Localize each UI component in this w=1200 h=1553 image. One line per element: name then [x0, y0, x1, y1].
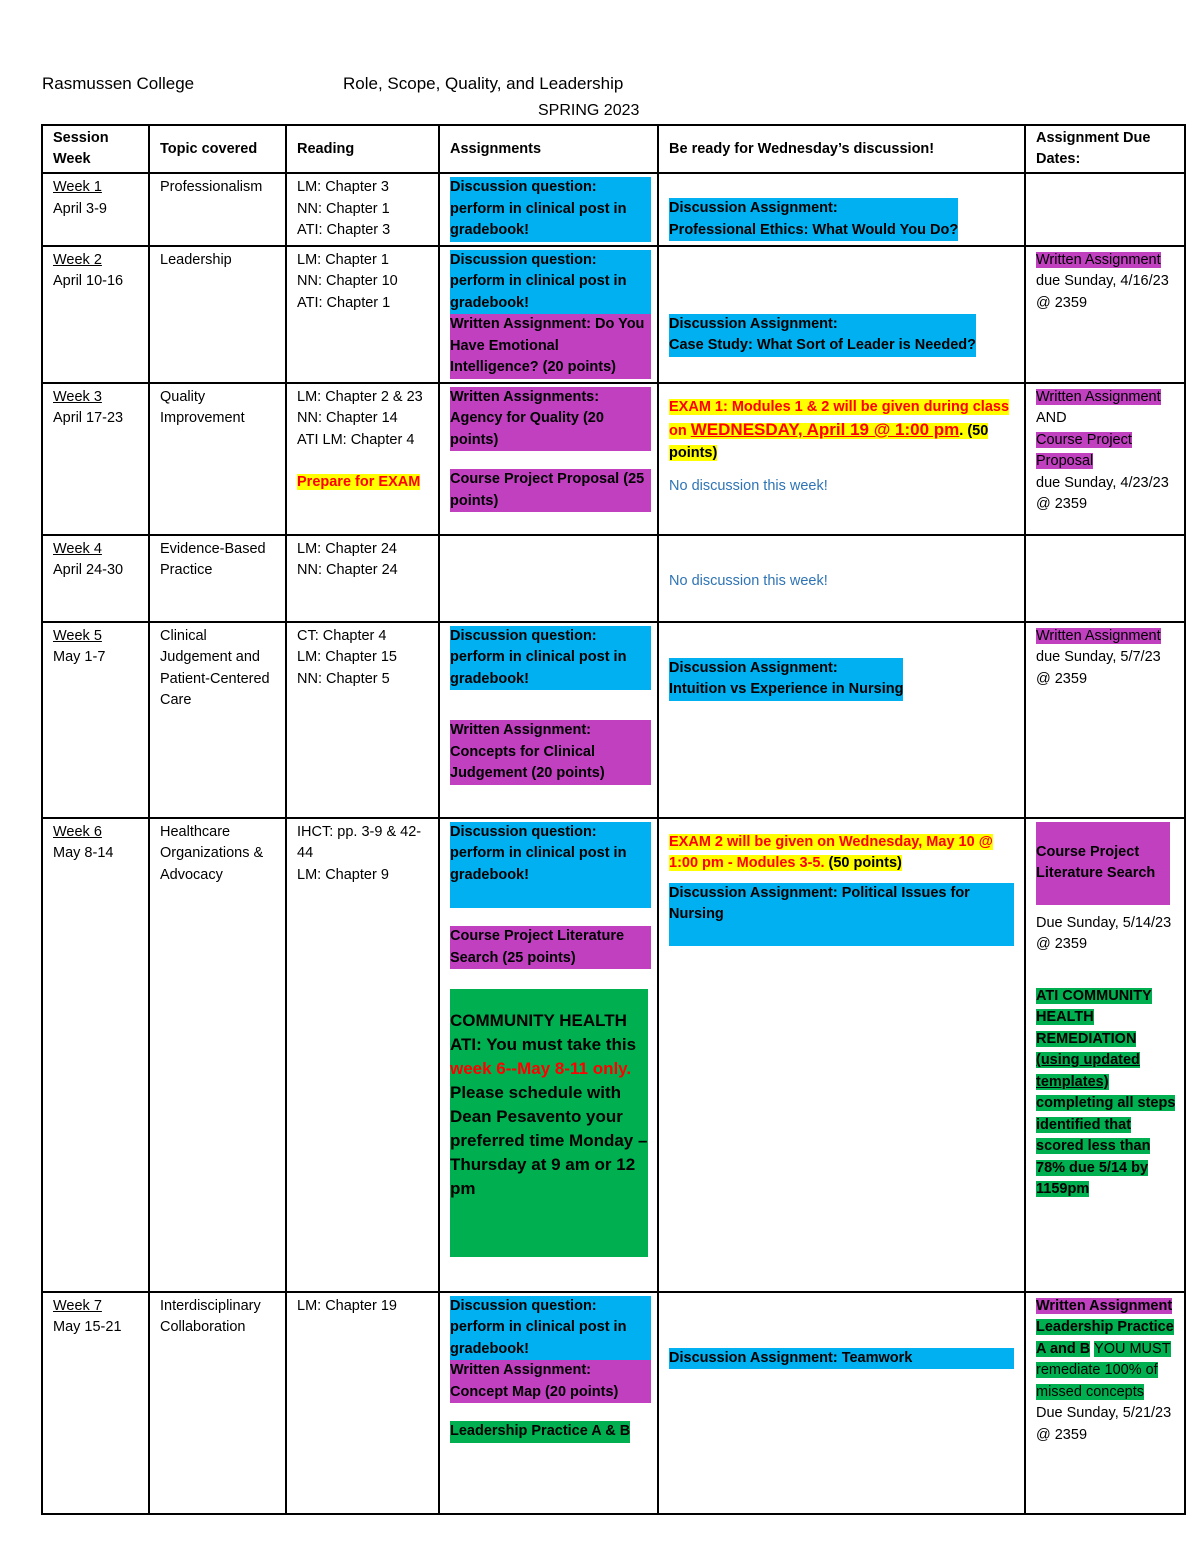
table-row — [42, 173, 1185, 246]
assignments-cell — [439, 383, 658, 535]
ati-notice-week: week 6--May 8-11 only. — [450, 1059, 632, 1078]
week-cell — [42, 1292, 149, 1514]
discussion-question-note: Discussion question: perform in clinical post in gradebook! — [450, 177, 651, 242]
reading-cell — [286, 622, 439, 818]
written-assignment: Written Assignment: Concept Map (20 points) — [450, 1360, 651, 1403]
community-health-ati-notice — [450, 989, 648, 1257]
discussion-title: Discussion Assignment: — [669, 659, 838, 676]
discussion-cell — [658, 246, 1025, 383]
discussion-cell — [658, 173, 1025, 246]
reading-cell — [286, 818, 439, 1292]
due-course-project: Course Project Literature Search — [1036, 822, 1170, 905]
ati-notice-text: COMMUNITY HEALTH ATI: You must take this — [450, 1011, 637, 1054]
reading-item: ATI: Chapter 1 — [297, 294, 391, 311]
assignments-cell — [439, 173, 658, 246]
term-label: SPRING 2023 — [538, 102, 640, 119]
reading-item: IHCT: pp. 3-9 & 42-44 — [297, 823, 422, 861]
course-project-proposal: Course Project Proposal (25 points) — [450, 469, 651, 512]
reading-cell — [286, 246, 439, 383]
discussion-assignment — [669, 658, 903, 701]
due-text: Due Sunday, 5/14/23 @ 2359 — [1036, 914, 1172, 952]
due-and: AND — [1036, 410, 1067, 426]
week-cell — [42, 246, 149, 383]
exam-points: . (50 points) — [669, 423, 989, 461]
ati-remediation-steps: completing all steps identified that scored less than 78% due — [1036, 1095, 1176, 1176]
no-discussion-note: No discussion this week! — [669, 478, 828, 494]
discussion-cell — [658, 1292, 1025, 1514]
schedule-table — [41, 124, 1186, 1515]
discussion-assignment: Discussion Assignment: Teamwork — [669, 1348, 1014, 1370]
week-dates: April 3-9 — [53, 200, 107, 217]
topic-cell: Clinical Judgement and Patient-Centered Care — [149, 622, 286, 818]
due-text: Due Sunday, 5/21/23 @ 2359 — [1036, 1405, 1172, 1443]
discussion-assignment: Discussion Assignment: Political Issues for Nursing — [669, 883, 1014, 946]
discussion-question-note: Discussion question: perform in clinical post in gradebook! — [450, 250, 651, 315]
discussion-cell — [658, 818, 1025, 1292]
week-dates: April 24-30 — [53, 562, 124, 578]
course-title: Role, Scope, Quality, and Leadership — [343, 74, 624, 93]
exam-notice — [669, 834, 993, 872]
reading-item: CT: Chapter 4 — [297, 627, 387, 644]
reading-item: NN: Chapter 10 — [297, 273, 398, 289]
discussion-title: Discussion Assignment: — [669, 200, 838, 216]
ati-remediation-title: ATI COMMUNITY HEALTH REMEDIATION — [1036, 987, 1152, 1047]
topic-cell: Evidence-Based Practice — [149, 535, 286, 622]
col-header-session-week: Session Week — [42, 125, 149, 173]
discussion-topic: Professional Ethics: What Would You Do? — [669, 221, 959, 238]
exam-notice — [669, 399, 1009, 461]
due-cell — [1025, 173, 1185, 246]
table-row — [42, 1292, 1185, 1514]
reading-cell — [286, 1292, 439, 1514]
due-highlight: Course Project Proposal — [1036, 431, 1132, 469]
week-dates: April 10-16 — [53, 273, 124, 289]
week-label: Week 3 — [53, 388, 102, 405]
discussion-cell — [658, 535, 1025, 622]
reading-cell — [286, 173, 439, 246]
week-cell — [42, 535, 149, 622]
week-cell — [42, 622, 149, 818]
due-highlight: Written Assignment — [1036, 1297, 1173, 1314]
due-leadership-practice: Leadership Practice A and B — [1036, 1319, 1174, 1357]
discussion-question-note: Discussion question: perform in clinical post in gradebook! — [450, 626, 651, 691]
topic-cell: Professionalism — [149, 173, 286, 246]
reading-item: LM: Chapter 24 — [297, 540, 397, 557]
due-cell — [1025, 622, 1185, 818]
due-highlight: Written Assignment — [1036, 388, 1161, 405]
week-dates: May 15-21 — [53, 1319, 122, 1335]
due-highlight: Written Assignment — [1036, 627, 1161, 644]
due-cell — [1025, 383, 1185, 535]
assignments-cell — [439, 535, 658, 622]
due-cell — [1025, 818, 1185, 1292]
due-cell — [1025, 535, 1185, 622]
reading-item: NN: Chapter 1 — [297, 200, 390, 217]
table-row — [42, 535, 1185, 622]
week-label: Week 5 — [53, 627, 102, 644]
discussion-topic: Case Study: What Sort of Leader is Needed? — [669, 337, 976, 353]
col-header-assignments: Assignments — [439, 125, 658, 173]
week-cell — [42, 818, 149, 1292]
written-assignment: Written Assignment: Concepts for Clinical Judgement (20 points) — [450, 720, 651, 785]
reading-item: LM: Chapter 3 — [297, 179, 389, 195]
reading-item: LM: Chapter 2 & 23 — [297, 388, 423, 405]
due-text: due Sunday, 4/16/23 @ 2359 — [1036, 273, 1169, 311]
week-label: Week 1 — [53, 179, 102, 195]
topic-cell: Healthcare Organizations & Advocacy — [149, 818, 286, 1292]
discussion-topic: Intuition vs Experience in Nursing — [669, 681, 904, 697]
due-text: due Sunday, 5/7/23 @ 2359 — [1036, 649, 1161, 687]
topic-cell: Quality Improvement — [149, 383, 286, 535]
reading-cell — [286, 535, 439, 622]
col-header-reading: Reading — [286, 125, 439, 173]
table-row — [42, 818, 1185, 1292]
week-dates: May 8-14 — [53, 845, 114, 861]
table-row — [42, 622, 1185, 818]
exam-date: WEDNESDAY, April 19 @ 1:00 pm — [690, 420, 960, 439]
week-label: Week 7 — [53, 1297, 102, 1314]
assignments-cell — [439, 1292, 658, 1514]
due-cell — [1025, 246, 1185, 383]
topic-cell: Interdisciplinary Collaboration — [149, 1292, 286, 1514]
week-label: Week 2 — [53, 251, 102, 268]
reading-item: NN: Chapter 5 — [297, 670, 390, 687]
reading-item: NN: Chapter 14 — [297, 410, 398, 426]
exam-notice-text: EXAM 2 will be given on Wednesday, May 10 @ 1:00 pm - Modules 3-5. — [669, 833, 993, 871]
course-project-literature-search: Course Project Literature Search (25 points) — [450, 926, 651, 969]
reading-item: LM: Chapter 15 — [297, 649, 397, 665]
written-assignment: Written Assignment: Do You Have Emotional Intelligence? (20 points) — [450, 314, 651, 379]
week-label: Week 6 — [53, 823, 102, 840]
table-row — [42, 383, 1185, 535]
col-header-topic: Topic covered — [149, 125, 286, 173]
no-discussion-note: No discussion this week! — [669, 572, 828, 589]
ati-notice-schedule: Please schedule with Dean Pesavento your preferred time Monday – Thursday at 9 am or 12 pm — [450, 1083, 648, 1198]
reading-cell — [286, 383, 439, 535]
discussion-cell — [658, 383, 1025, 535]
ati-remediation-note — [1036, 988, 1175, 1198]
discussion-title: Discussion Assignment: — [669, 315, 838, 332]
table-row — [42, 246, 1185, 383]
week-dates: April 17-23 — [53, 410, 124, 426]
discussion-assignment — [669, 314, 976, 357]
col-header-due-dates: Assignment Due Dates: — [1025, 125, 1185, 173]
reading-item: LM: Chapter 9 — [297, 866, 389, 883]
exam-notice-text: EXAM 1: Modules 1 & 2 will be given during class on — [669, 398, 1010, 439]
ati-remediation-deadline: 5/14 by 1159pm — [1036, 1159, 1149, 1197]
due-highlight: Written Assignment — [1036, 251, 1161, 268]
due-cell — [1025, 1292, 1185, 1514]
col-header-discussion: Be ready for Wednesday’s discussion! — [658, 125, 1025, 173]
exam-prep-note: Prepare for EXAM — [297, 474, 421, 490]
assignments-cell — [439, 818, 658, 1292]
due-text: due Sunday, 4/23/23 @ 2359 — [1036, 474, 1169, 512]
college-name: Rasmussen College — [42, 74, 195, 93]
week-cell — [42, 383, 149, 535]
exam-points: (50 points) — [824, 855, 902, 871]
discussion-cell — [658, 622, 1025, 818]
assignments-cell — [439, 622, 658, 818]
ati-remediation-templates: (using updated templates) — [1036, 1052, 1140, 1090]
reading-item: ATI LM: Chapter 4 — [297, 431, 415, 448]
reading-item: NN: Chapter 24 — [297, 562, 398, 578]
discussion-question-note: Discussion question: perform in clinical post in gradebook! — [450, 822, 651, 909]
written-assignment: Written Assignments: Agency for Quality (20 points) — [450, 387, 651, 452]
header-row — [42, 125, 1185, 173]
reading-item: LM: Chapter 19 — [297, 1297, 397, 1314]
week-dates: May 1-7 — [53, 649, 106, 665]
reading-item: ATI: Chapter 3 — [297, 222, 391, 238]
due-remediation-note: YOU MUST remediate 100% of missed concepts — [1036, 1340, 1171, 1400]
discussion-question-note: Discussion question: perform in clinical post in gradebook! — [450, 1296, 651, 1361]
assignments-cell — [439, 246, 658, 383]
topic-cell: Leadership — [149, 246, 286, 383]
leadership-practice: Leadership Practice A & B — [450, 1421, 630, 1443]
reading-item: LM: Chapter 1 — [297, 251, 389, 268]
week-label: Week 4 — [53, 540, 102, 557]
discussion-assignment — [669, 198, 958, 241]
week-cell — [42, 173, 149, 246]
